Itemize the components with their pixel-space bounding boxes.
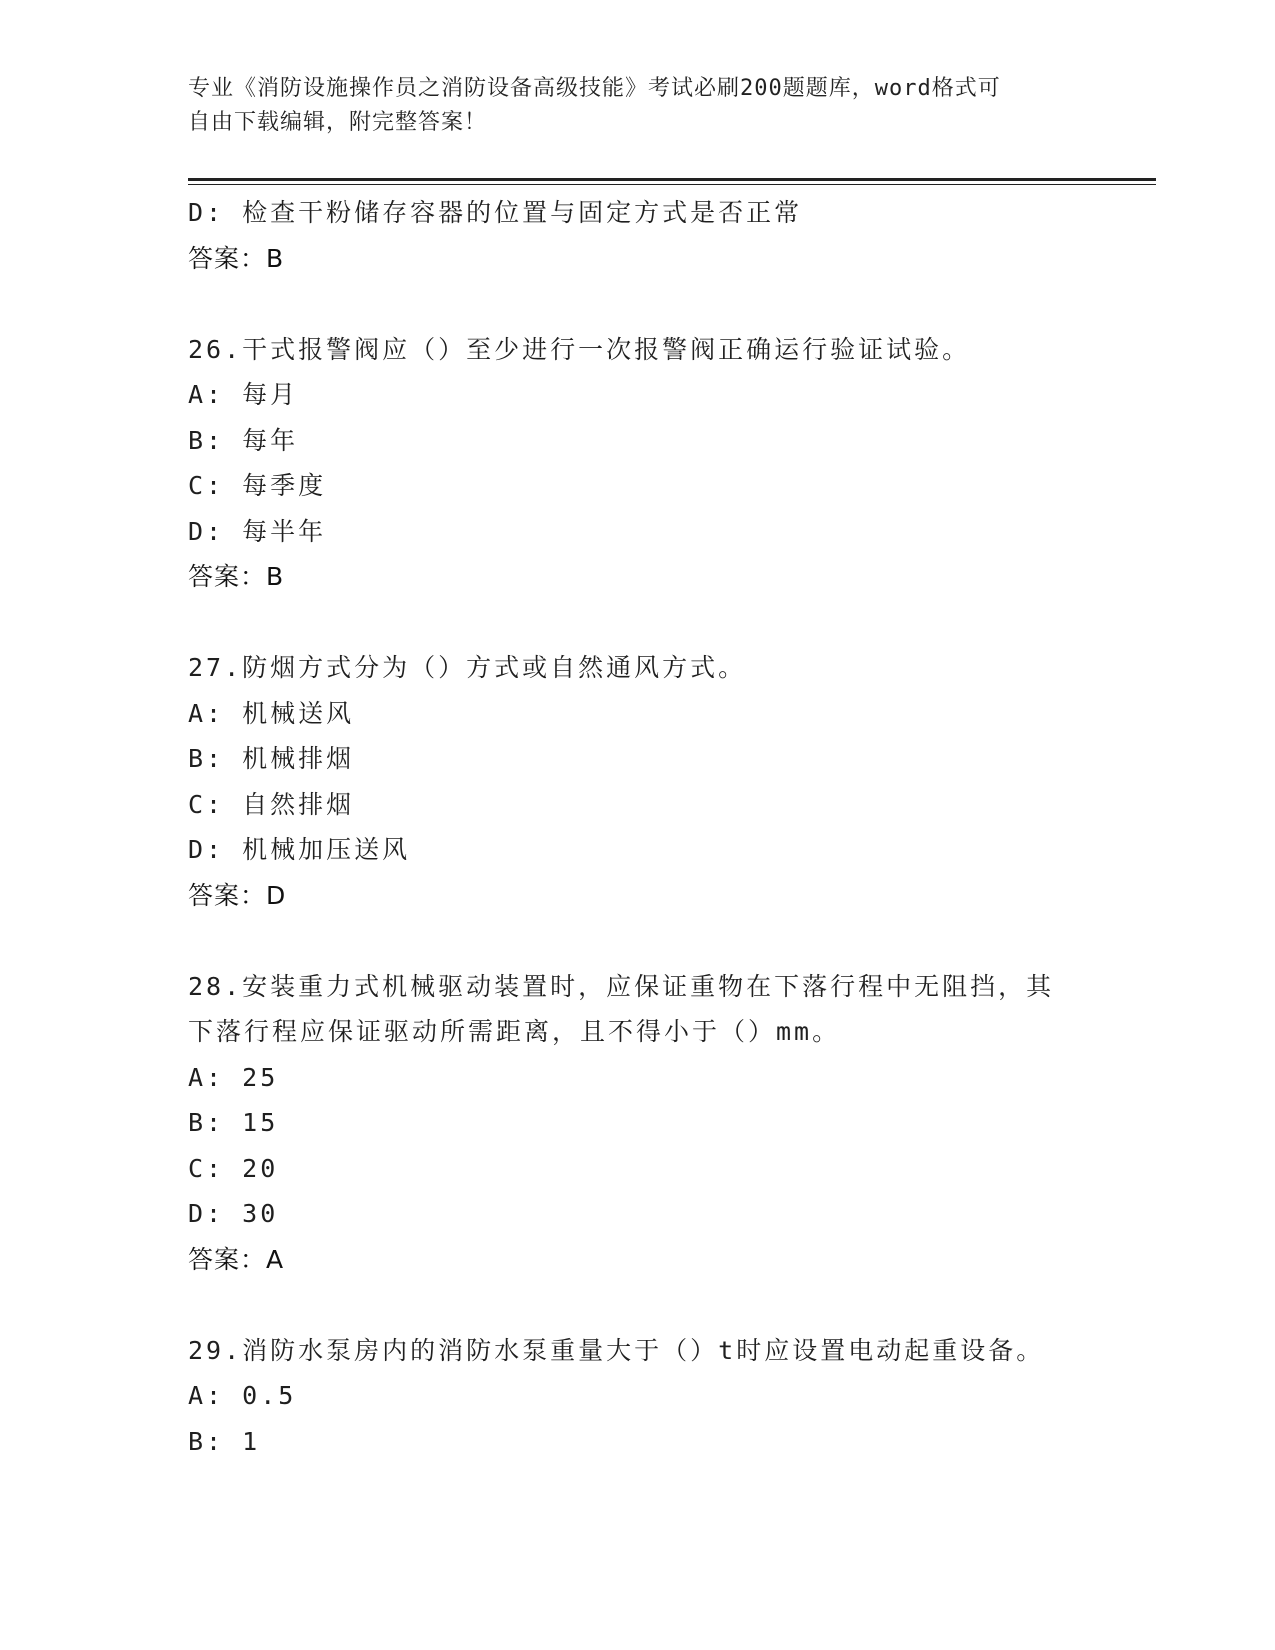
answer-line: 答案：B	[188, 243, 285, 273]
question-block	[188, 645, 1088, 918]
question-list	[188, 190, 1088, 1464]
answer-line: 答案：D	[188, 880, 287, 910]
spacer	[188, 281, 1088, 327]
option-a: A: 0.5	[188, 1381, 297, 1410]
option-b: B: 每年	[188, 425, 299, 455]
option-d: D: 机械加压送风	[188, 835, 411, 864]
option-d: D: 30	[188, 1199, 279, 1228]
question-block	[188, 1328, 1088, 1465]
option-d: D: 每半年	[188, 516, 327, 546]
header-divider-thick	[188, 178, 1156, 181]
header-line-2: 自由下载编辑，附完整答案！	[188, 110, 488, 135]
header-line-1: 专业《消防设施操作员之消防设备高级技能》考试必刷200题题库，word格式可	[188, 76, 1001, 101]
option-b: B: 机械排烟	[188, 744, 355, 773]
answer-line: 答案：A	[188, 1244, 285, 1274]
question-stem: 29.消防水泵房内的消防水泵重量大于（）t时应设置电动起重设备。	[188, 1335, 1045, 1365]
question-stem-line-1: 28.安装重力式机械驱动装置时，应保证重物在下落行程中无阻挡，其	[188, 971, 1055, 1001]
option-d: D: 检查干粉储存容器的位置与固定方式是否正常	[188, 198, 803, 227]
option-c: C: 自然排烟	[188, 789, 355, 819]
option-a: A: 机械送风	[188, 698, 355, 728]
question-block	[188, 964, 1088, 1283]
question-stem: 26.干式报警阀应（）至少进行一次报警阀正确运行验证试验。	[188, 334, 971, 364]
header-divider-thin	[188, 184, 1156, 185]
option-a: A: 每月	[188, 380, 299, 409]
question-stem: 27.防烟方式分为（）方式或自然通风方式。	[188, 653, 747, 682]
option-c: C: 20	[188, 1153, 279, 1183]
spacer	[188, 918, 1088, 964]
question-block	[188, 327, 1088, 600]
option-b: B: 1	[188, 1426, 261, 1456]
document-header	[188, 72, 1088, 140]
option-c: C: 每季度	[188, 471, 327, 500]
spacer	[188, 1282, 1088, 1328]
question-stem-line-2: 下落行程应保证驱动所需距离，且不得小于（）mm。	[188, 1017, 841, 1046]
spacer	[188, 600, 1088, 646]
answer-line: 答案：B	[188, 562, 285, 591]
option-b: B: 15	[188, 1108, 279, 1137]
option-a: A: 25	[188, 1062, 279, 1092]
